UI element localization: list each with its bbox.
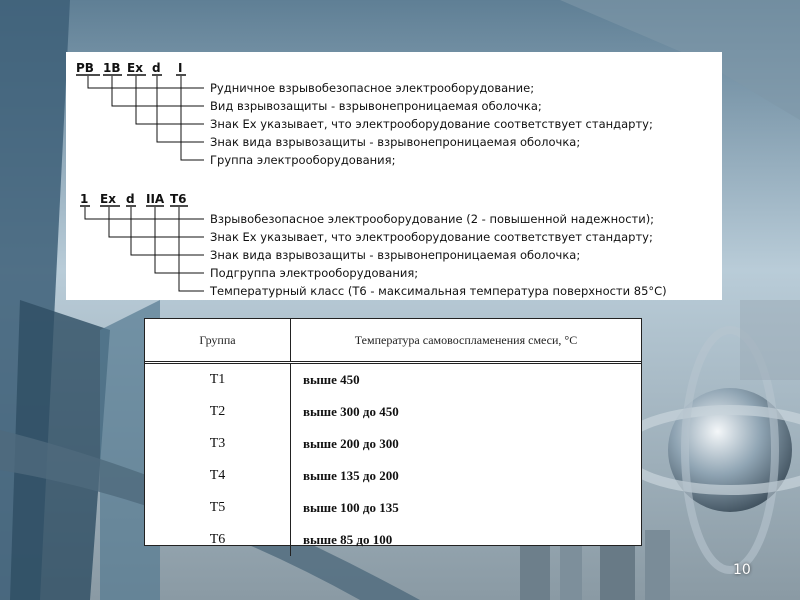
temperature-class-table-card (144, 318, 642, 546)
marking-2-part-ex: Ex (100, 192, 116, 206)
marking-2-part-subgroup: IIA (146, 192, 165, 206)
marking-1-desc-5: Группа электрооборудования; (210, 153, 396, 167)
cell-temperature: выше 200 до 300 (303, 436, 399, 451)
marking-1-desc-4: Знак вида взрывозащиты - взрывонепроницаемая оболочка; (210, 135, 581, 149)
marking-card (66, 52, 722, 300)
page-number: 10 (733, 562, 751, 578)
header-temperature: Температура самовоспламенения смеси, °С (291, 319, 642, 363)
marking-2 (80, 192, 667, 298)
table-row (145, 460, 641, 492)
marking-1-part-ex: Ex (127, 61, 143, 75)
cell-class: Т5 (145, 492, 291, 524)
marking-1-part-group: I (178, 61, 183, 75)
cell-class: Т4 (145, 460, 291, 492)
cell-class: Т2 (145, 396, 291, 428)
marking-2-desc-2: Знак Ex указывает, что электрооборудование соответствует стандарту; (210, 230, 653, 244)
header-group: Группа (145, 319, 291, 363)
table-row (145, 492, 641, 524)
marking-2-desc-4: Подгруппа электрооборудования; (210, 266, 419, 280)
marking-2-desc-3: Знак вида взрывозащиты - взрывонепроницаемая оболочка; (210, 248, 581, 262)
marking-1-part-d: d (152, 61, 161, 75)
cell-temperature: выше 450 (303, 372, 360, 387)
cell-temperature: выше 300 до 450 (303, 404, 399, 419)
marking-1-desc-1: Рудничное взрывобезопасное электрооборудование; (210, 81, 535, 95)
table-row (145, 428, 641, 460)
cell-temperature: выше 100 до 135 (303, 500, 399, 515)
temperature-class-table (145, 319, 641, 556)
marking-2-desc-5: Температурный класс (Т6 - максимальная температура поверхности 85°С) (210, 284, 667, 298)
marking-2-desc-1: Взрывобезопасное электрооборудование (2 - повышенной надежности); (210, 212, 655, 226)
marking-2-part-d: d (126, 192, 135, 206)
cell-temperature: выше 135 до 200 (303, 468, 399, 483)
marking-1 (76, 61, 653, 167)
cell-class: Т1 (145, 363, 291, 397)
marking-1-desc-2: Вид взрывозащиты - взрывонепроницаемая оболочка; (210, 99, 542, 113)
marking-1-part-1v: 1В (103, 61, 121, 75)
marking-2-part-tclass: T6 (170, 192, 187, 206)
marking-diagram (66, 52, 722, 300)
marking-2-part-1: 1 (80, 192, 89, 206)
table-row (145, 396, 641, 428)
table-row (145, 524, 641, 556)
cell-temperature: выше 85 до 100 (303, 532, 393, 547)
table-header-row (145, 319, 641, 363)
table-row (145, 363, 641, 397)
cell-class: Т3 (145, 428, 291, 460)
marking-1-part-rv: РВ (76, 61, 94, 75)
marking-1-desc-3: Знак Ex указывает, что электрооборудование соответствует стандарту; (210, 117, 653, 131)
cell-class: Т6 (145, 524, 291, 556)
